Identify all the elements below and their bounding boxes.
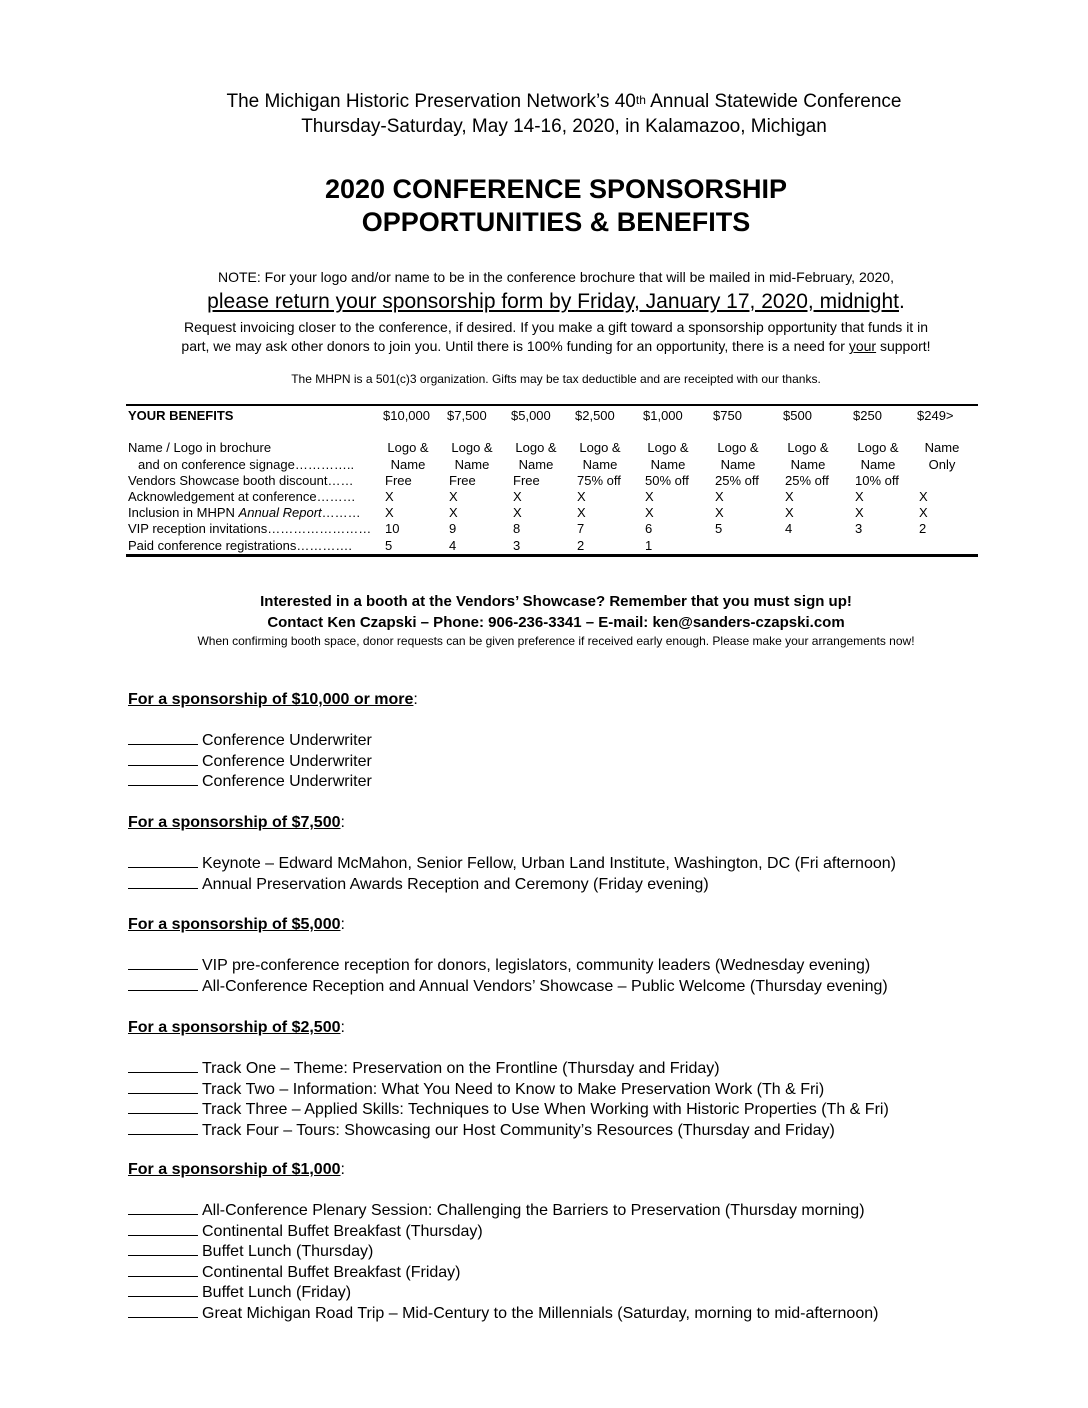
- benefit-value: X: [577, 489, 586, 504]
- level-header: $750: [713, 408, 742, 423]
- benefit-value: X: [449, 505, 458, 520]
- booth-heading: Interested in a booth at the Vendors’ Showcase? Remember that you must sign up!: [260, 593, 852, 610]
- sponsorship-item: [128, 1241, 373, 1262]
- benefit-value: X: [715, 505, 724, 520]
- benefit-value: X: [449, 489, 458, 504]
- benefit-value: 25% off: [715, 473, 759, 488]
- signup-blank-line[interactable]: [128, 853, 198, 868]
- level-header: $2,500: [575, 408, 615, 423]
- item-label: Buffet Lunch (Friday): [202, 1284, 352, 1302]
- benefit-value: Logo &: [579, 440, 621, 455]
- signup-blank-line[interactable]: [128, 1058, 198, 1073]
- signup-blank-line[interactable]: [128, 730, 198, 745]
- sponsorship-item: [128, 730, 372, 751]
- table-top-rule: [126, 404, 978, 406]
- benefit-value: X: [919, 505, 928, 520]
- benefit-value: 5: [715, 521, 723, 536]
- benefit-value: Logo &: [787, 440, 829, 455]
- item-label: Track Two – Information: What You Need to Know to Make Preservation Work (Th & Fri): [202, 1080, 825, 1098]
- page-title-line-1: 2020 CONFERENCE SPONSORSHIP: [324, 174, 788, 204]
- benefit-value: Logo &: [387, 440, 429, 455]
- table-bottom-rule: [126, 554, 978, 557]
- level-header: $10,000: [383, 408, 430, 423]
- level-header: $500: [783, 408, 812, 423]
- benefit-value: X: [513, 489, 522, 504]
- signup-blank-line[interactable]: [128, 955, 198, 970]
- benefit-value: 9: [449, 521, 457, 536]
- benefit-value: X: [785, 505, 794, 520]
- benefit-value: Only: [928, 457, 956, 472]
- signup-blank-line[interactable]: [128, 976, 198, 991]
- benefit-value: Name: [518, 457, 554, 472]
- benefit-value: Free: [449, 473, 476, 488]
- section-heading: For a sponsorship of $10,000 or more:: [128, 691, 418, 708]
- deadline-line: please return your sponsorship form by Friday, January 17, 2020, midnight.: [207, 290, 905, 313]
- sponsorship-item: [128, 1200, 865, 1221]
- benefit-value: 7: [577, 521, 585, 536]
- booth-contact: Contact Ken Czapski – Phone: 906-236-3341 – E-mail: ken@sanders-czapski.com: [267, 614, 845, 631]
- benefit-value: X: [785, 489, 794, 504]
- benefit-value: X: [855, 489, 864, 504]
- sponsorship-item: [128, 853, 896, 874]
- benefit-value: 1: [645, 538, 653, 553]
- invoicing-note: Request invoicing closer to the conference, if desired. If you make a gift toward a sponsorship opportunity that funds it in: [184, 319, 928, 335]
- benefit-value: Logo &: [451, 440, 493, 455]
- benefit-value: Free: [513, 473, 540, 488]
- benefit-value: 10% off: [855, 473, 899, 488]
- level-header: $1,000: [643, 408, 683, 423]
- benefit-value: X: [385, 505, 394, 520]
- item-label: Track Four – Tours: Showcasing our Host Community’s Resources (Thursday and Friday): [202, 1121, 835, 1139]
- benefit-value: 8: [513, 521, 521, 536]
- signup-blank-line[interactable]: [128, 1099, 198, 1114]
- benefits-heading: YOUR BENEFITS: [128, 408, 234, 423]
- level-header: $249>: [917, 408, 954, 423]
- benefit-value: 3: [513, 538, 521, 553]
- benefit-value: Name: [650, 457, 686, 472]
- sponsorship-item: [128, 1058, 720, 1079]
- tax-note: The MHPN is a 501(c)3 organization. Gifts may be tax deductible and are receipted with our thanks.: [291, 372, 821, 386]
- benefit-value: Logo &: [717, 440, 759, 455]
- benefit-value: X: [715, 489, 724, 504]
- signup-blank-line[interactable]: [128, 1262, 198, 1277]
- level-header: $7,500: [447, 408, 487, 423]
- benefit-label: Inclusion in MHPN Annual Report………: [128, 505, 361, 520]
- benefit-value: Name: [720, 457, 756, 472]
- benefit-value: Name: [790, 457, 826, 472]
- item-label: Conference Underwriter: [202, 773, 372, 791]
- item-label: All-Conference Reception and Annual Vendors’ Showcase – Public Welcome (Thursday evening): [202, 977, 888, 995]
- funding-note: part, we may ask other donors to join you. Until there is 100% funding for an opportunity, there is a need for your support!: [181, 338, 931, 354]
- benefit-value: Name: [860, 457, 896, 472]
- section-heading: For a sponsorship of $7,500:: [128, 814, 345, 831]
- benefit-value: 50% off: [645, 473, 689, 488]
- sponsorship-item: [128, 1262, 461, 1283]
- item-label: Keynote – Edward McMahon, Senior Fellow, Urban Land Institute, Washington, DC (Fri afternoon): [202, 855, 896, 872]
- sponsorship-item: [128, 1303, 878, 1324]
- benefit-value: 2: [919, 521, 927, 536]
- benefit-value: X: [855, 505, 864, 520]
- item-label: Continental Buffet Breakfast (Friday): [202, 1263, 461, 1281]
- benefit-value: Free: [385, 473, 412, 488]
- benefit-value: 5: [385, 538, 393, 553]
- benefit-value: X: [645, 489, 654, 504]
- benefit-value: 4: [449, 538, 457, 553]
- benefit-value: 75% off: [577, 473, 621, 488]
- item-label: Conference Underwriter: [202, 752, 372, 770]
- sponsorship-item: [128, 976, 888, 997]
- benefit-value: X: [385, 489, 394, 504]
- sponsorship-item: [128, 955, 870, 976]
- sponsorship-item: [128, 874, 709, 895]
- item-label: Track Three – Applied Skills: Techniques to Use When Working with Historic Properties (Th & Fri): [202, 1101, 889, 1119]
- benefit-value: X: [513, 505, 522, 520]
- signup-blank-line[interactable]: [128, 751, 198, 766]
- benefit-value: Name: [454, 457, 490, 472]
- sponsorship-item: [128, 1079, 824, 1100]
- signup-blank-line[interactable]: [128, 1079, 198, 1094]
- sponsorship-item: [128, 1282, 351, 1303]
- benefit-value: 4: [785, 521, 793, 536]
- signup-blank-line[interactable]: [128, 1241, 198, 1256]
- benefit-value: 10: [385, 521, 400, 536]
- benefit-value: Logo &: [647, 440, 689, 455]
- conference-title-line: The Michigan Historic Preservation Network’s 40th Annual Statewide Conference: [226, 91, 902, 112]
- item-label: Track One – Theme: Preservation on the Frontline (Thursday and Friday): [202, 1060, 720, 1077]
- benefit-value: Logo &: [515, 440, 557, 455]
- signup-blank-line[interactable]: [128, 1200, 198, 1215]
- section-heading: For a sponsorship of $2,500:: [128, 1019, 345, 1036]
- item-label: All-Conference Plenary Session: Challenging the Barriers to Preservation (Thursday morning): [202, 1202, 865, 1219]
- conference-dates-line: Thursday-Saturday, May 14-16, 2020, in Kalamazoo, Michigan: [301, 116, 827, 137]
- level-header: $5,000: [511, 408, 551, 423]
- benefit-label: Name / Logo in brochure: [128, 440, 272, 455]
- benefit-label: Vendors Showcase booth discount……: [128, 473, 354, 488]
- sponsorship-item: [128, 1120, 835, 1141]
- benefit-value: Logo &: [857, 440, 899, 455]
- item-label: Buffet Lunch (Thursday): [202, 1243, 374, 1261]
- note-line: NOTE: For your logo and/or name to be in the conference brochure that will be mailed in mid-February, 2020,: [218, 269, 894, 285]
- benefit-label: and on conference signage…………..: [138, 457, 355, 472]
- benefit-value: 6: [645, 521, 653, 536]
- benefit-label: Acknowledgement at conference………: [128, 489, 356, 504]
- benefit-label: VIP reception invitations……………………: [128, 521, 372, 536]
- signup-blank-line[interactable]: [128, 1303, 198, 1318]
- item-label: Great Michigan Road Trip – Mid-Century to the Millennials (Saturday, morning to mid-afternoon): [202, 1305, 879, 1322]
- benefit-label: Paid conference registrations………….: [128, 538, 352, 553]
- sponsorship-item: [128, 771, 372, 792]
- benefit-value: Name: [924, 440, 960, 455]
- section-heading: For a sponsorship of $5,000:: [128, 916, 345, 933]
- benefit-value: 2: [577, 538, 585, 553]
- sponsorship-item: [128, 1221, 483, 1242]
- benefit-value: X: [645, 505, 654, 520]
- sponsorship-item: [128, 751, 372, 772]
- level-header: $250: [853, 408, 882, 423]
- item-label: VIP pre-conference reception for donors, legislators, community leaders (Wednesday evening): [202, 957, 871, 974]
- benefit-value: Name: [582, 457, 618, 472]
- benefit-value: Name: [390, 457, 426, 472]
- benefit-value: 3: [855, 521, 863, 536]
- sponsorship-item: [128, 1099, 889, 1120]
- item-label: Conference Underwriter: [202, 732, 372, 749]
- page-title-line-2: OPPORTUNITIES & BENEFITS: [361, 207, 751, 237]
- item-label: Continental Buffet Breakfast (Thursday): [202, 1222, 483, 1240]
- benefit-value: X: [577, 505, 586, 520]
- signup-blank-line[interactable]: [128, 874, 198, 889]
- signup-blank-line[interactable]: [128, 1120, 198, 1135]
- signup-blank-line[interactable]: [128, 1221, 198, 1236]
- section-heading: For a sponsorship of $1,000:: [128, 1161, 345, 1178]
- benefit-value: 25% off: [785, 473, 829, 488]
- benefit-value: X: [919, 489, 928, 504]
- signup-blank-line[interactable]: [128, 1282, 198, 1297]
- item-label: Annual Preservation Awards Reception and Ceremony (Friday evening): [202, 875, 709, 893]
- booth-note: When confirming booth space, donor requests can be given preference if received early enough. Please make your arrangements now!: [197, 634, 915, 648]
- signup-blank-line[interactable]: [128, 771, 198, 786]
